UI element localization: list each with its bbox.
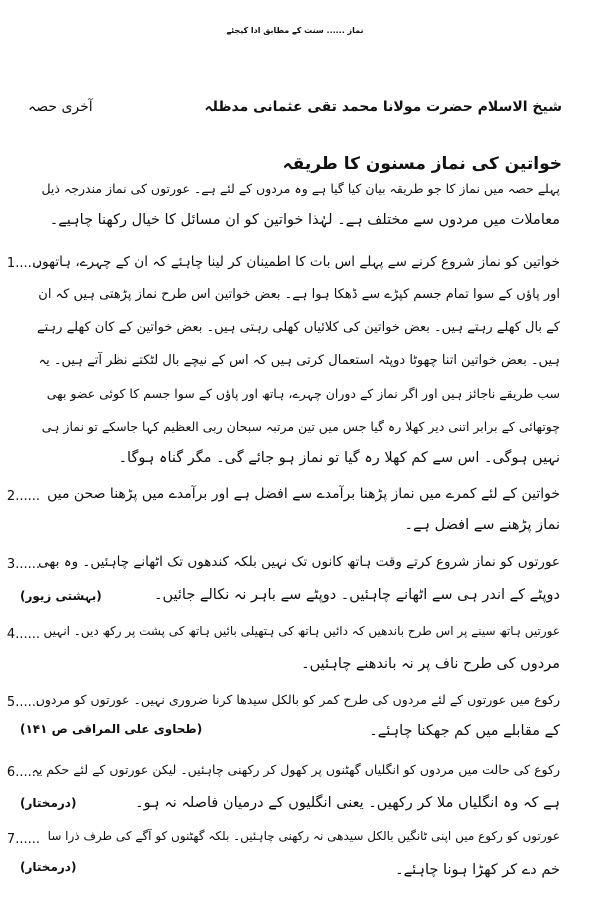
item-line: دوپٹے کے اندر ہی سے اٹھانے چاہئیں۔ دوپٹے سے باہر نہ نکالے جائیں۔	[153, 587, 560, 603]
item-line: مردوں کی طرح ناف پر نہ باندھنے چاہئیں۔	[301, 656, 560, 672]
item-line: رکوع کی حالت میں مردوں کو انگلیاں گھٹنوں پر کھول کر رکھنی چاہئیں۔ لیکن عورتوں کے لئے حکم یہ	[31, 762, 560, 777]
intro-line: پہلے حصہ میں نماز کا جو طریقہ بیان کیا گیا ہے وہ مردوں کے لئے ہے۔ عورتوں کی نماز مندرجہ ذیل	[41, 181, 560, 196]
page-title: نماز ...... سنت کے مطابق ادا کیجئے	[226, 26, 364, 35]
item-line: چوتھائی کے برابر اتنی دیر کھلا رہ گیا جس میں تین مرتبہ سبحان ربی العظیم کہا جاسکے تو نماز ہی	[41, 419, 560, 434]
item-number: 1......	[6, 256, 40, 271]
item-line: عورتوں کو رکوع میں اپنی ٹانگیں بالکل سیدھی نہ رکھنی چاہئیں۔ بلکہ گھٹنوں کو آگے کی طرف ذرا سا	[47, 829, 560, 843]
item-number: 7......	[6, 832, 40, 847]
section-heading: خواتین کی نماز مسنون کا طریقہ	[282, 154, 562, 174]
item-line: خم دے کر کھڑا ہونا چاہئے۔	[395, 862, 560, 878]
item-number: 4......	[6, 627, 40, 642]
intro-line: معاملات میں مردوں سے مختلف ہے۔ لہٰذا خواتین کو ان مسائل کا خیال رکھنا چاہیے۔	[49, 212, 560, 228]
item-number: 5......	[6, 695, 40, 710]
item-line: ہیں۔ بعض خواتین اتنا چھوٹا دوپٹہ استعمال کرتی ہیں کہ اس کے نیچے بال لٹکتے نظر آتے ہیں۔ یہ	[38, 353, 560, 368]
source-reference: (درمختار)	[20, 860, 77, 874]
byline	[28, 99, 562, 115]
item-number: 3......	[6, 557, 40, 572]
item-line: نہیں ہوگی۔ اس سے کم کھلا رہ گیا تو نماز ہو جائے گی۔ مگر گناہ ہوگا۔	[118, 450, 560, 466]
item-line: رکوع میں عورتوں کے لئے مردوں کی طرح کمر کو بالکل سیدھا کرنا ضروری نہیں۔ عورتوں کو مردوں	[35, 692, 560, 707]
item-number: 2......	[6, 489, 40, 504]
item-line: خواتین کے لئے کمرے میں نماز پڑھنا برآمدے سے افضل ہے اور برآمدے میں پڑھنا صحن میں	[47, 486, 560, 502]
item-line: اور پاؤں کے سوا تمام جسم کپڑے سے ڈھکا ہوا ہے۔ بعض خواتین اس طرح نماز پڑھتی ہیں کہ ان	[38, 287, 560, 302]
item-line: کے مقابلے میں کم جھکنا چاہئے۔	[369, 723, 560, 739]
source-reference: (طحاوی علی المراقی ص ۱۴۱)	[20, 722, 203, 736]
item-line: عورتیں ہاتھ سینے پر اس طرح باندھیں کہ دائیں ہاتھ کی ہتھیلی بائیں ہاتھ کی پشت پر رکھ دیں۔ انہیں	[43, 624, 560, 638]
item-line: نماز پڑھنے سے افضل ہے۔	[404, 517, 560, 533]
part-label: آخری حصہ	[28, 99, 93, 115]
author-name: شیخ الاسلام حضرت مولانا محمد تقی عثمانی مدظلہ	[204, 99, 562, 115]
item-number: 6......	[6, 765, 40, 780]
source-reference: (درمختار)	[20, 796, 77, 810]
item-line: سب طریقے ناجائز ہیں اور اگر نماز کے دوران چہرے، ہاتھ اور پاؤں کے سوا جسم کا کوئی عضو بھی	[46, 386, 560, 401]
source-reference: (بہشتی زیور)	[20, 589, 102, 603]
item-line: ہے کہ وہ انگلیاں ملا کر رکھیں۔ یعنی انگلیوں کے درمیان فاصلہ نہ ہو۔	[135, 795, 560, 811]
item-line: خواتین کو نماز شروع کرنے سے پہلے اس بات کا اطمینان کر لینا چاہئے کہ ان کے چہرے، ہاتھوں	[32, 254, 560, 270]
item-line: عورتوں کو نماز شروع کرتے وقت ہاتھ کانوں تک نہیں بلکہ کندھوں تک اٹھانے چاہئیں۔ وہ بھی	[38, 554, 560, 570]
item-line: کے بال کھلے رہتے ہیں۔ بعض خواتین کی کلائیاں کھلی رہتی ہیں۔ بعض خواتین کے کان کھلے رہتے	[37, 320, 560, 335]
